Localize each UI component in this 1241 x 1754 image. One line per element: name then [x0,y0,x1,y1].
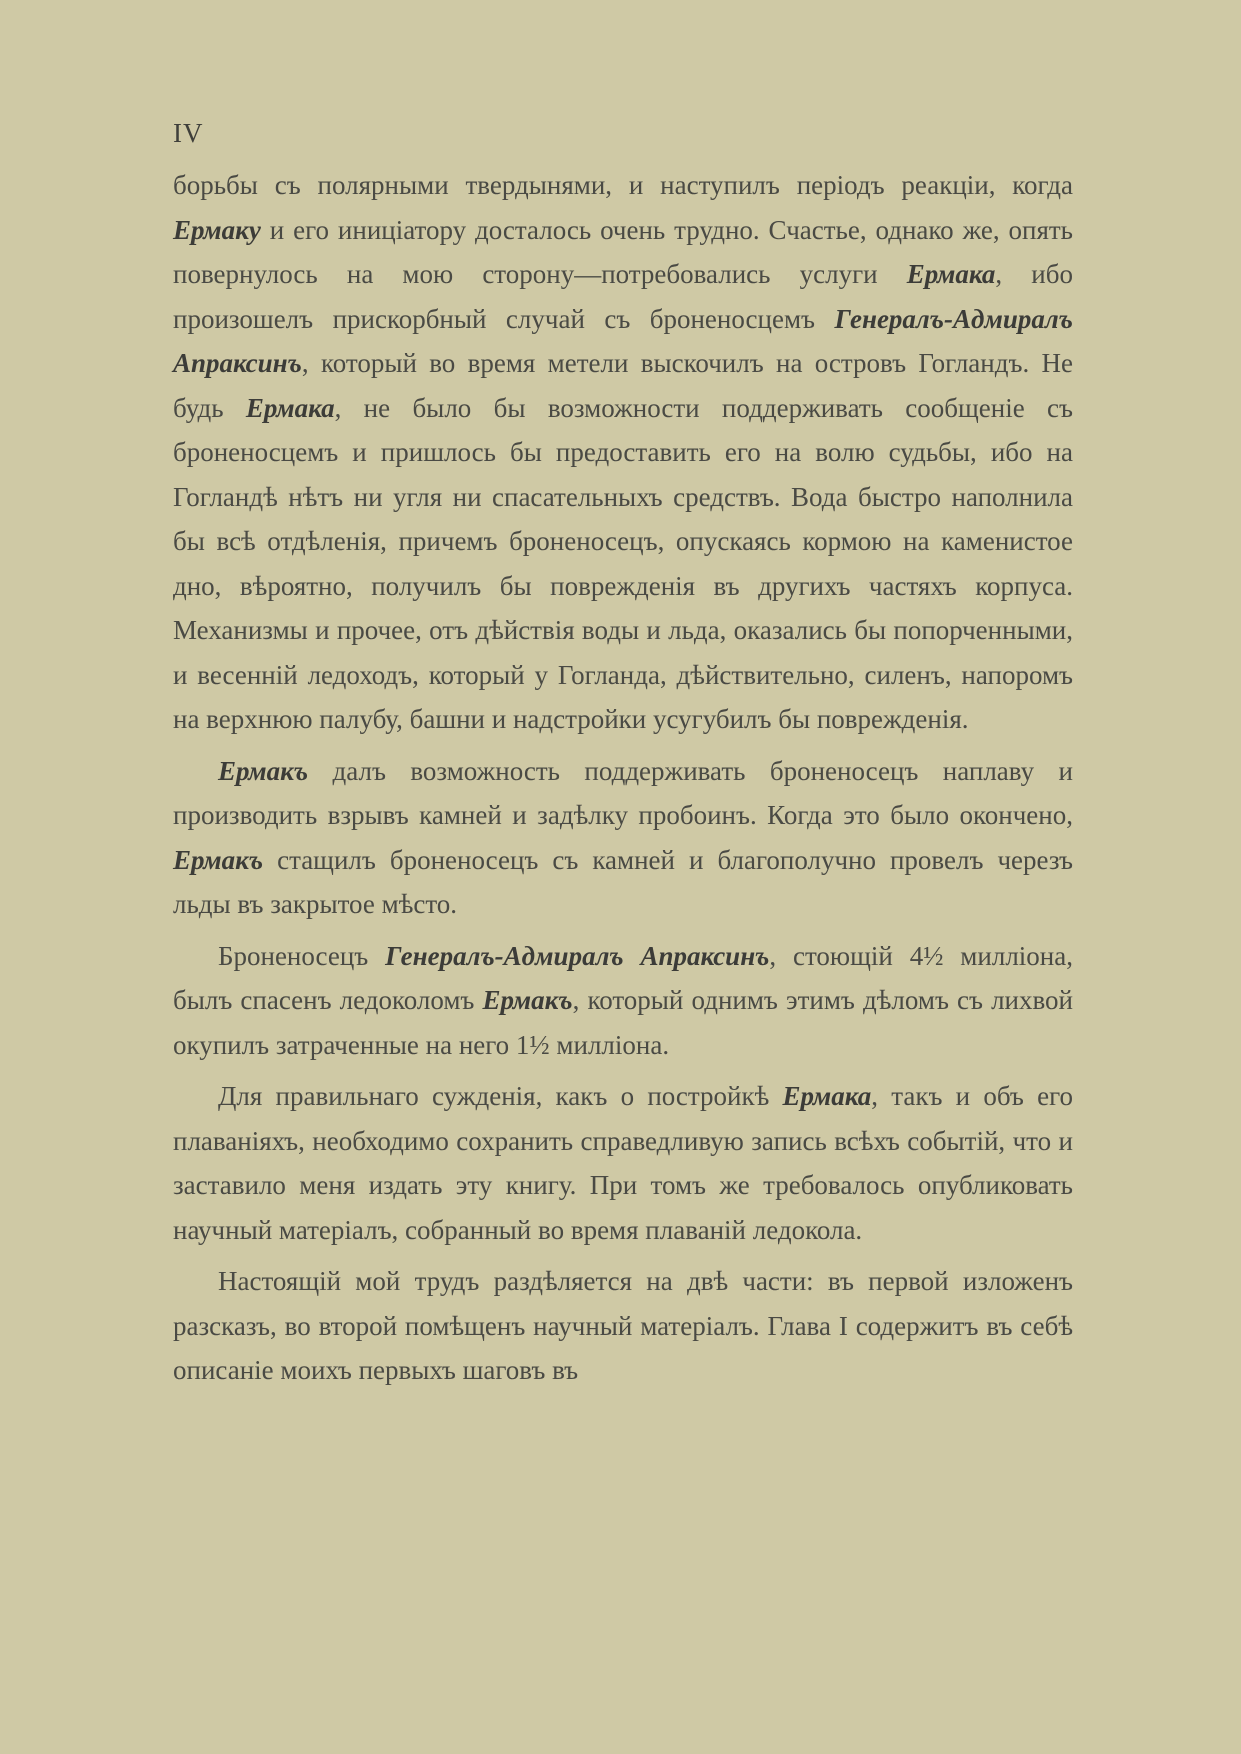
body-text [173,163,1073,1393]
text-run: далъ возможность поддерживать броненосецъ наплаву и производить взрывъ камней и задѣлку пробоинъ. Когда это было окончено, [173,755,1073,830]
text-run: , который во время метели выскочилъ на островъ Гогландъ. Не будь [173,348,1073,423]
ship-name-text: Ермакъ [173,844,264,875]
ship-name-text: Генералъ-Адмиралъ Апраксинъ [173,303,1073,378]
text-run: Броненосецъ [218,940,386,971]
ship-name-text: Ермака [906,259,996,289]
paragraph [173,163,1073,742]
text-run: и его иниціатору досталось очень трудно. Счастье, однако же, опять повернулось на мою сторону—потребовались услуги [173,214,1073,289]
text-run: борьбы съ полярными твердынями, и наступилъ періодъ реакціи, когда [173,170,1073,200]
ship-name-text: Ермака [245,392,335,423]
text-run: , ибо произошелъ прискорбный случай съ броненосцемъ [173,259,1073,334]
paragraph [173,1074,1073,1252]
text-run: , стоющій 4½ милліона, былъ спасенъ ледоколомъ [173,940,1073,1015]
ship-name-text: Ермака [782,1081,872,1111]
ship-name-text: Ермакъ [482,985,573,1015]
document-page [173,118,1073,1400]
text-run: , такъ и объ его плаваніяхъ, необходимо сохранить справедливую запись всѣхъ событій, что и заставило меня издать эту книгу. При томъ же требовалось опубликовать научный матеріалъ, собранный во время плаваній ледокола. [173,1081,1073,1245]
page-number: IV [173,118,204,148]
text-run: стащилъ броненосецъ съ камней и благополучно провелъ черезъ льды въ закрытое мѣсто. [173,844,1073,919]
paragraph [173,749,1073,927]
text-run: , не было бы возможности поддерживать сообщеніе съ броненосцемъ и пришлось бы предоставить его на волю судьбы, ибо на Гогландѣ нѣтъ ни угля ни спасательныхъ средствъ. Вода быстро наполнила бы всѣ отдѣленія, причемъ броненосецъ, опускаясь кормою на каменистое дно, вѣроятно, получилъ бы поврежденія въ другихъ частяхъ корпуса. Механизмы и прочее, отъ дѣйствія воды и льда, оказались бы попорченными, и весенній ледоходъ, который у Гогланда, дѣйствительно, силенъ, напоромъ на верхнюю палубу, башни и надстройки усугубилъ бы поврежденія. [173,392,1073,734]
text-run: Для правильнаго сужденія, какъ о постройкѣ [218,1081,783,1111]
ship-name-text: Ермакъ [218,755,309,786]
ship-name-text: Ермаку [173,214,261,245]
paragraph [173,934,1073,1068]
text-run: , который однимъ этимъ дѣломъ съ лихвой окупилъ затраченные на него 1½ милліона. [173,985,1073,1060]
text-run: Настоящій мой трудъ раздѣляется на двѣ части: въ первой изложенъ разсказъ, во второй помѣщенъ научный матеріалъ. Глава I содержитъ въ себѣ описаніе моихъ первыхъ шаговъ въ [173,1266,1073,1385]
ship-name-text: Генералъ-Адмиралъ Апраксинъ [385,940,770,971]
paragraph [173,1259,1073,1393]
